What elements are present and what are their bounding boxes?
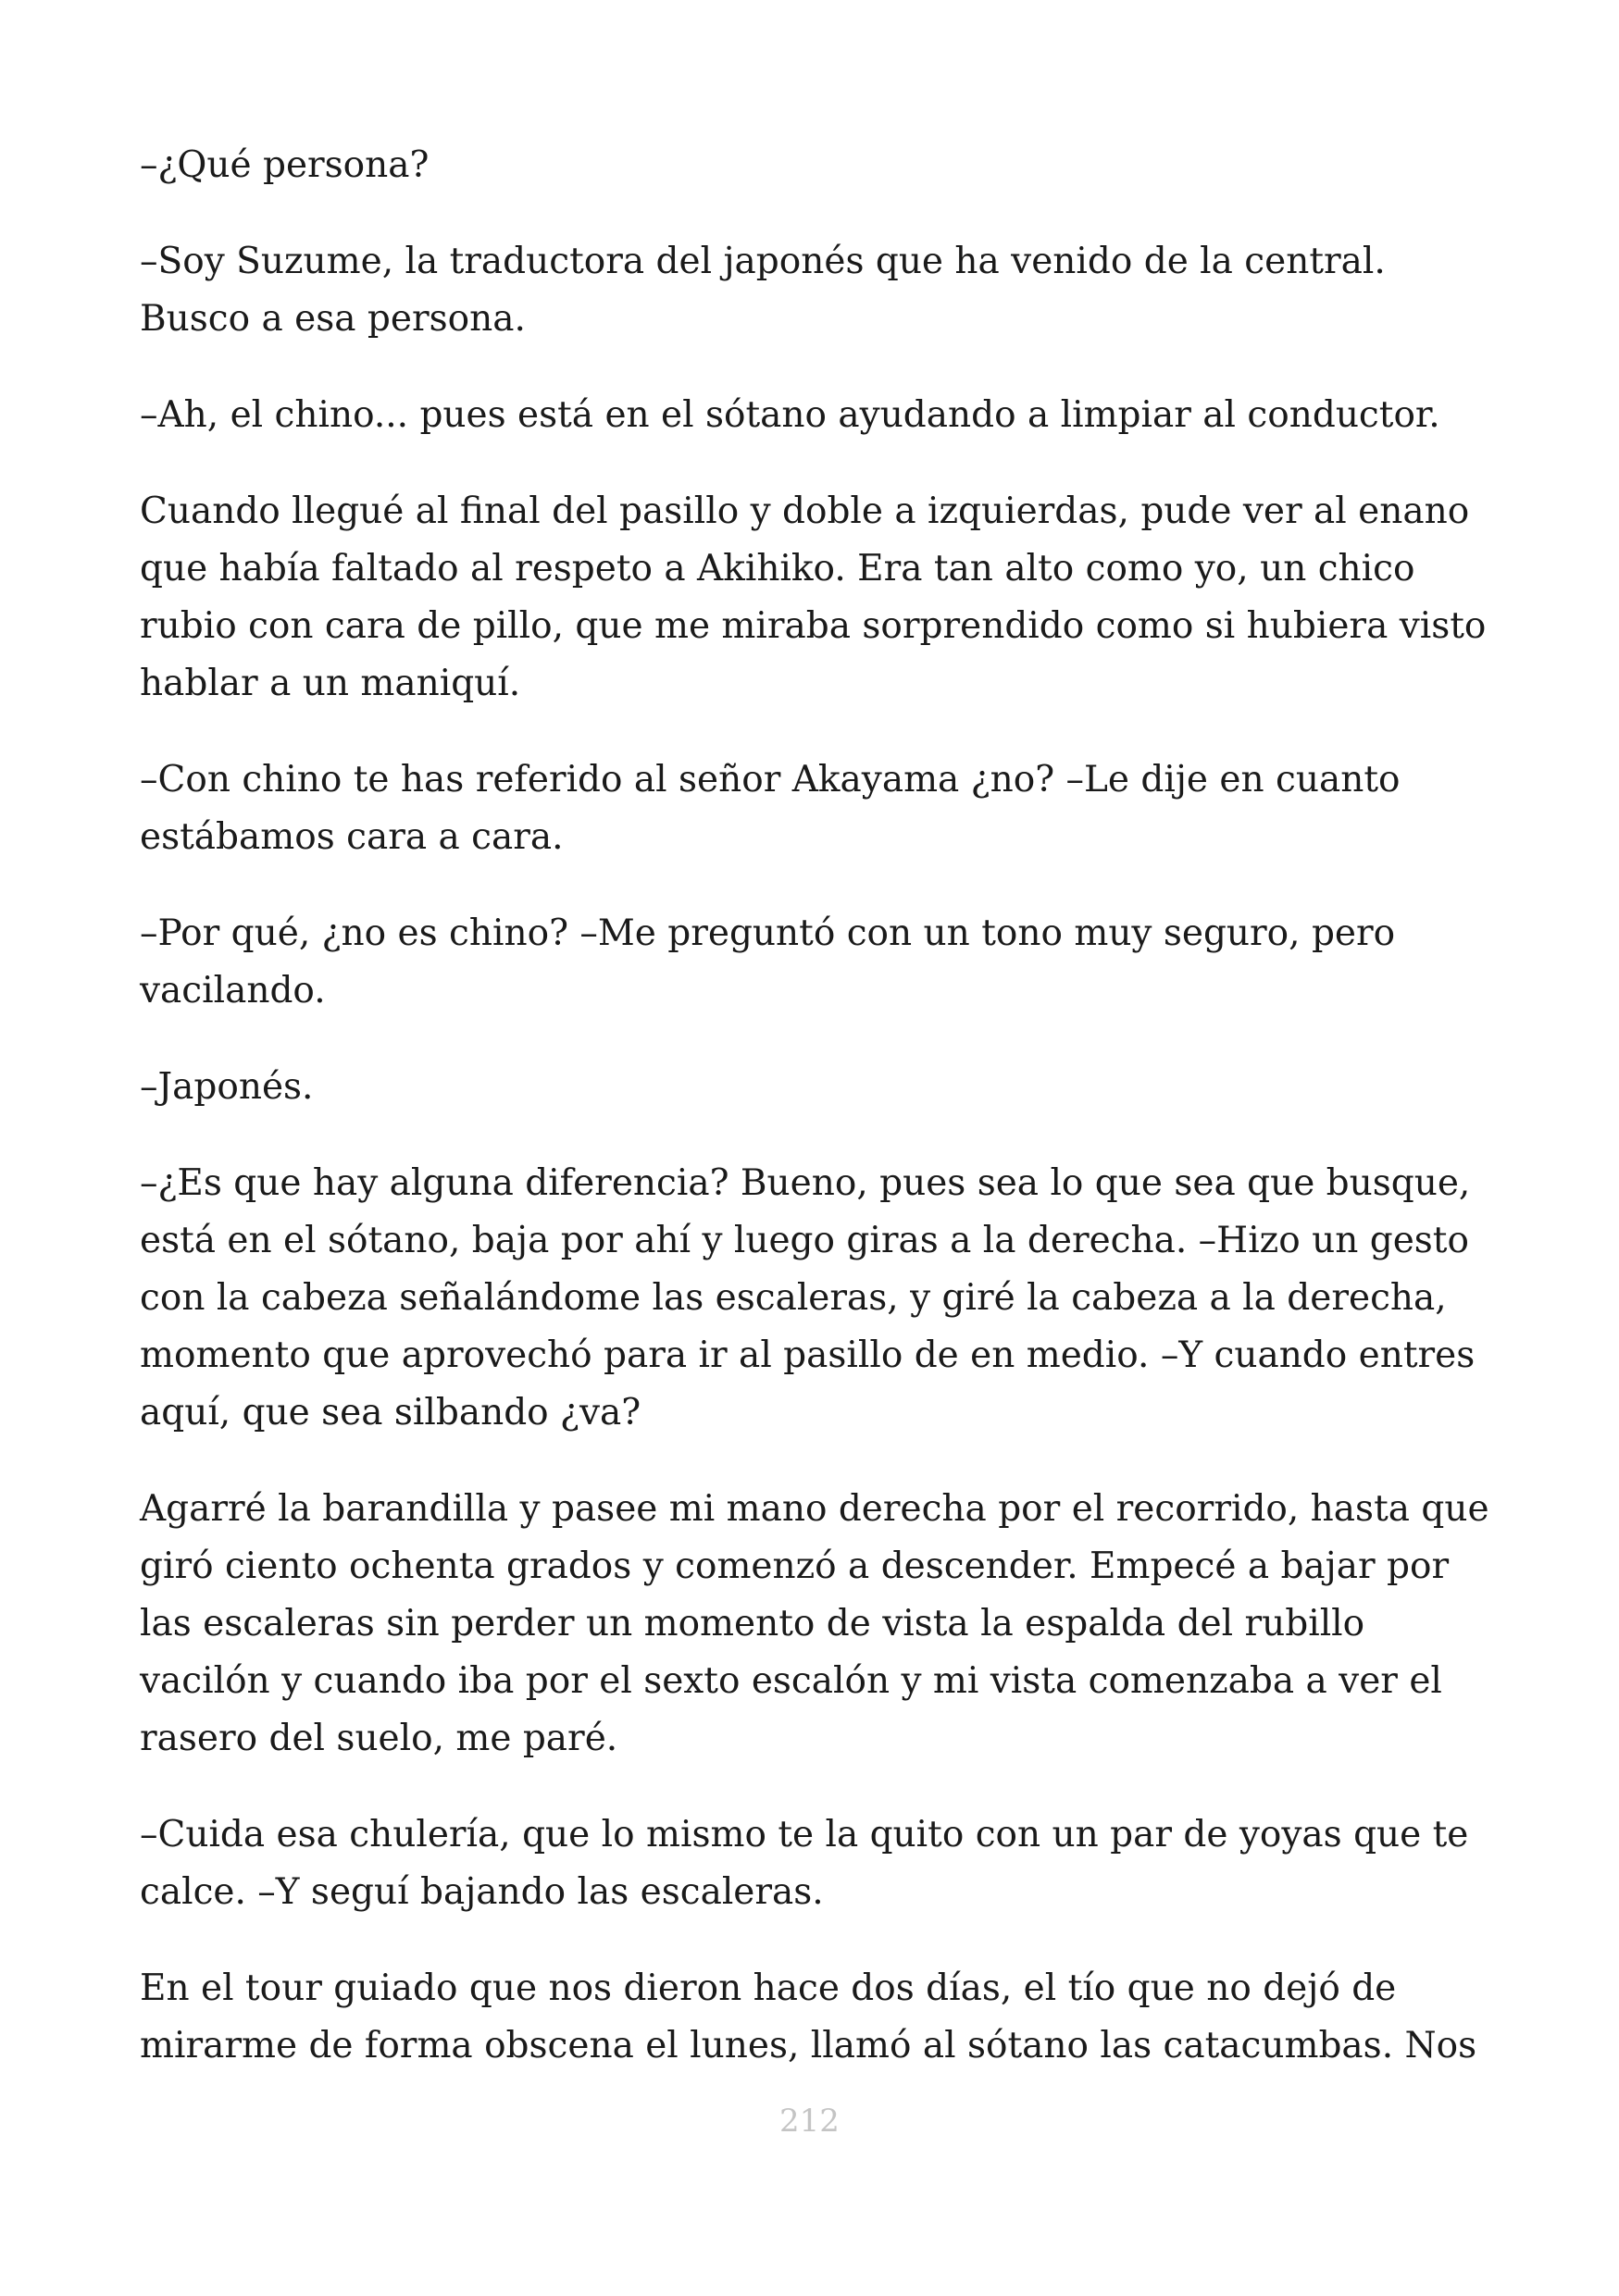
paragraph-9: Agarré la barandilla y pasee mi mano derecha por el recorrido, hasta que giró ciento ochenta grados y comenzó a descender. Empecé a bajar por las escaleras sin perder un momento de vista la espalda del rubillo vacilón y cuando iba por el sexto escalón y mi vista comenzaba a ver el rasero del suelo, me paré. — [140, 1488, 1489, 1759]
paragraph-7: –Japonés. — [140, 1066, 314, 1108]
paragraph-2: –Soy Suzume, la traductora del japonés que ha venido de la central. Busco a esa persona. — [140, 241, 1386, 340]
paragraph-1: –¿Qué persona? — [140, 144, 430, 186]
paragraph-11: En el tour guiado que nos dieron hace dos días, el tío que no dejó de mirarme de forma obscena el lunes, llamó al sótano las catacumbas. Nos — [140, 1967, 1477, 2066]
paragraph-10: –Cuida esa chulería, que lo mismo te la quito con un par de yoyas que te calce. –Y seguí bajando las escaleras. — [140, 1814, 1469, 1913]
page-number: 212 — [779, 2103, 840, 2140]
paragraph-4: Cuando llegué al final del pasillo y doble a izquierdas, pude ver al enano que había faltado al respeto a Akihiko. Era tan alto como yo, un chico rubio con cara de pillo, que me miraba sorprendido como si hubiera visto hablar a un maniquí. — [140, 490, 1487, 704]
paragraph-6: –Por qué, ¿no es chino? –Me preguntó con un tono muy seguro, pero vacilando. — [140, 912, 1396, 1011]
paragraph-3: –Ah, el chino... pues está en el sótano ayudando a limpiar al conductor. — [140, 394, 1440, 436]
paragraph-5: –Con chino te has referido al señor Akayama ¿no? –Le dije en cuanto estábamos cara a cara. — [140, 759, 1401, 858]
paragraph-8: –¿Es que hay alguna diferencia? Bueno, pues sea lo que sea que busque, está en el sótano, baja por ahí y luego giras a la derecha. –Hizo un gesto con la cabeza señalándome las escaleras, y giré la cabeza a la derecha, momento que aprovechó para ir al pasillo de en medio. –Y cuando entres aquí, que sea silbando ¿va? — [140, 1162, 1476, 1433]
body-text — [140, 137, 1501, 2114]
